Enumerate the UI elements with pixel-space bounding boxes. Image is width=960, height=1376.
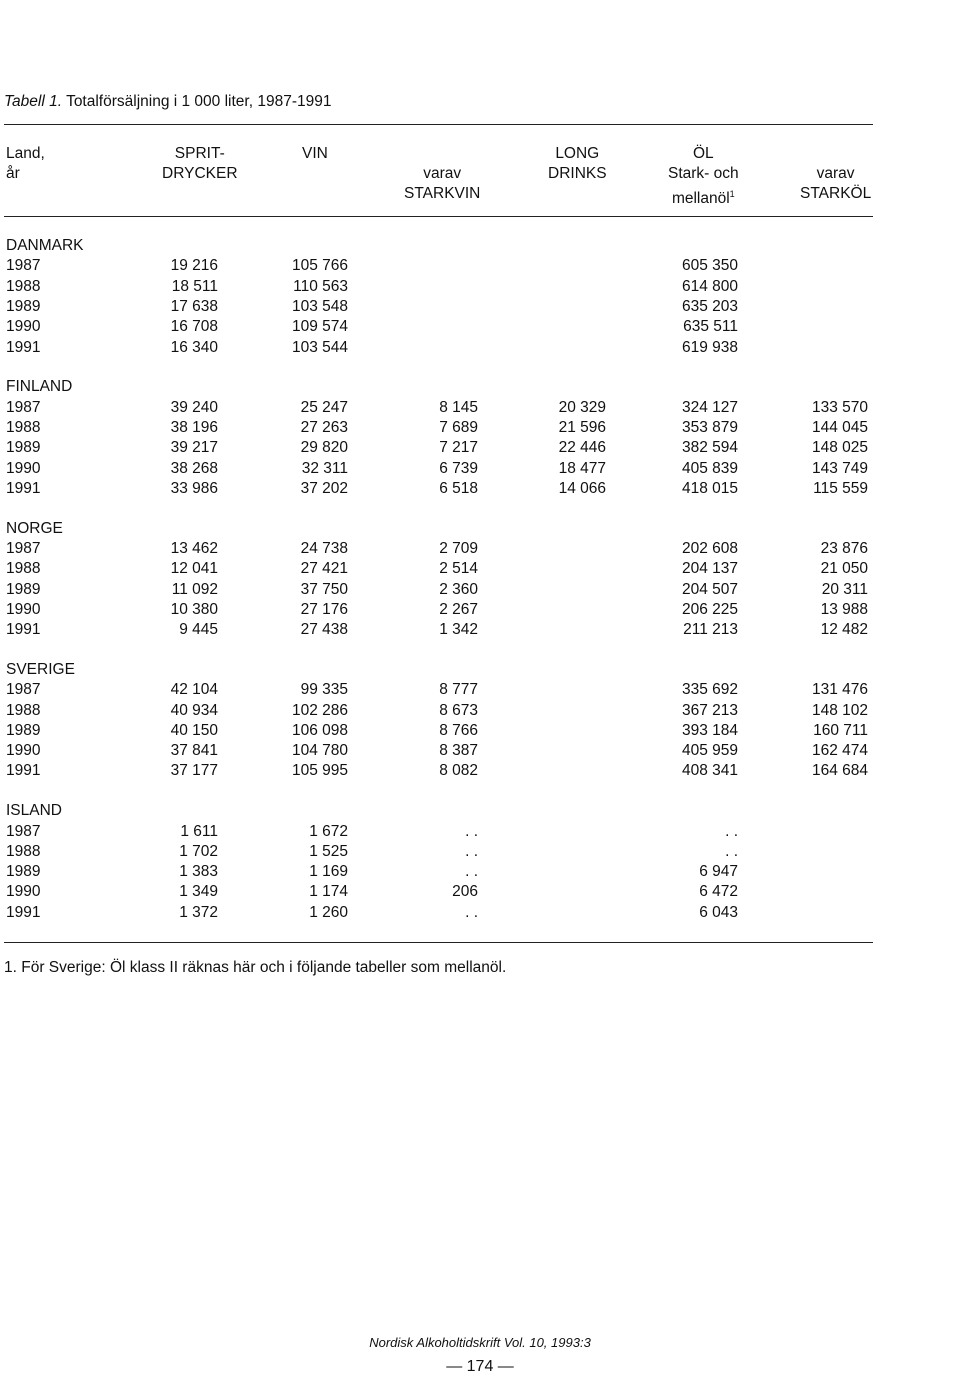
ol-cell: 405 839 <box>681 459 738 477</box>
ol-cell: 6 043 <box>699 903 738 921</box>
table-row <box>0 761 960 781</box>
footnote: 1. För Sverige: Öl klass II räknas här och i följande tabeller som mellanöl. <box>4 959 507 976</box>
table-row <box>0 479 960 499</box>
vin-cell: 32 311 <box>301 459 348 477</box>
header-long-line2: DRINKS <box>548 165 607 182</box>
year-cell: 1990 <box>6 742 41 760</box>
country-heading: NORGE <box>6 519 63 537</box>
ol-cell: 408 341 <box>681 762 738 780</box>
table-row <box>0 600 960 620</box>
sprit-cell: 18 511 <box>171 277 218 295</box>
ol-cell: . . <box>725 822 738 840</box>
starkvin-cell: 8 082 <box>439 762 478 780</box>
starkvin-cell: 7 217 <box>439 439 478 457</box>
vin-cell: 102 286 <box>291 701 348 719</box>
ol-cell: 635 203 <box>681 297 738 315</box>
ol-cell: 353 879 <box>681 418 738 436</box>
year-cell: 1988 <box>6 842 41 860</box>
vin-cell: 104 780 <box>291 742 348 760</box>
sprit-cell: 1 372 <box>179 903 218 921</box>
sprit-cell: 1 611 <box>180 822 218 840</box>
ol-cell: 335 692 <box>681 681 738 699</box>
starkvin-cell: 8 777 <box>439 681 478 699</box>
table-row <box>0 277 960 297</box>
table-row <box>0 338 960 358</box>
vin-cell: 1 260 <box>309 903 348 921</box>
ol-cell: 211 213 <box>683 621 738 639</box>
table-row <box>0 580 960 600</box>
vin-cell: 109 574 <box>291 318 348 336</box>
ol-cell: 614 800 <box>681 277 738 295</box>
sprit-cell: 16 340 <box>170 338 218 356</box>
year-cell: 1991 <box>6 338 41 356</box>
starkvin-cell: 2 267 <box>439 600 478 618</box>
vin-cell: 110 563 <box>293 277 348 295</box>
sprit-cell: 19 216 <box>170 257 218 275</box>
header-ol-line3-text: mellanöl <box>671 190 730 207</box>
top-rule <box>4 124 873 125</box>
year-cell: 1989 <box>6 863 41 881</box>
ol-cell: 619 938 <box>681 338 738 356</box>
header-land-line1: Land, <box>6 145 45 162</box>
starkol-cell: 21 050 <box>820 560 868 578</box>
table-row <box>0 398 960 418</box>
table-row <box>0 438 960 458</box>
ol-cell: 635 511 <box>683 318 738 336</box>
vin-cell: 27 421 <box>300 560 348 578</box>
year-cell: 1987 <box>6 398 41 416</box>
sprit-cell: 42 104 <box>170 681 218 699</box>
header-rule <box>4 216 873 217</box>
bottom-rule <box>4 942 873 943</box>
ol-cell: 324 127 <box>681 398 738 416</box>
vin-cell: 37 750 <box>300 580 348 598</box>
table-row <box>0 297 960 317</box>
starkol-cell: 20 311 <box>821 580 868 598</box>
table-row <box>0 539 960 559</box>
starkol-cell: 148 102 <box>811 701 868 719</box>
footnote-mark: 1 <box>729 189 735 199</box>
vin-cell: 1 174 <box>309 883 348 901</box>
table-row <box>0 862 960 882</box>
table-row <box>0 903 960 923</box>
vin-cell: 25 247 <box>300 398 348 416</box>
starkvin-cell: 1 342 <box>439 621 478 639</box>
vin-cell: 27 176 <box>300 600 348 618</box>
vin-cell: 105 766 <box>291 257 348 275</box>
table-row <box>0 822 960 842</box>
long-cell: 20 329 <box>558 398 606 416</box>
year-cell: 1987 <box>6 257 41 275</box>
ol-cell: . . <box>725 842 738 860</box>
vin-cell: 105 995 <box>291 762 348 780</box>
starkvin-cell: 206 <box>452 883 478 901</box>
sprit-cell: 10 380 <box>170 600 218 618</box>
sprit-cell: 1 702 <box>179 842 218 860</box>
starkol-cell: 164 684 <box>811 762 868 780</box>
header-varav-starkvin-line2: STARKVIN <box>404 185 481 202</box>
ol-cell: 202 608 <box>681 539 738 557</box>
sprit-cell: 1 349 <box>179 883 218 901</box>
long-cell: 18 477 <box>558 459 606 477</box>
header-long-line1: LONG <box>555 145 600 162</box>
year-cell: 1990 <box>6 600 41 618</box>
table-row <box>0 842 960 862</box>
year-cell: 1988 <box>6 560 41 578</box>
ol-cell: 418 015 <box>681 479 738 497</box>
starkvin-cell: 8 145 <box>439 398 478 416</box>
table-row <box>0 559 960 579</box>
year-cell: 1991 <box>6 762 41 780</box>
ol-cell: 605 350 <box>681 257 738 275</box>
starkol-cell: 160 711 <box>813 721 868 739</box>
vin-cell: 37 202 <box>300 479 348 497</box>
ol-cell: 405 959 <box>681 742 738 760</box>
country-heading: FINLAND <box>6 378 73 396</box>
page-number: — 174 — <box>446 1358 514 1375</box>
sprit-cell: 40 150 <box>170 721 218 739</box>
sprit-cell: 37 177 <box>170 762 218 780</box>
year-cell: 1987 <box>6 681 41 699</box>
header-vin-line1: VIN <box>302 145 328 162</box>
starkvin-cell: 2 709 <box>439 539 478 557</box>
table-row <box>0 882 960 902</box>
sprit-cell: 9 445 <box>179 621 218 639</box>
sprit-cell: 37 841 <box>170 742 218 760</box>
year-cell: 1988 <box>6 277 41 295</box>
year-cell: 1987 <box>6 822 41 840</box>
header-ol-line1: ÖL <box>692 145 714 162</box>
starkvin-cell: 8 673 <box>439 701 478 719</box>
year-cell: 1990 <box>6 459 41 477</box>
starkol-cell: 144 045 <box>811 418 868 436</box>
long-cell: 21 596 <box>558 418 606 436</box>
starkol-cell: 143 749 <box>811 459 868 477</box>
journal-reference: Nordisk Alkoholtidskrift Vol. 10, 1993:3 <box>369 1335 591 1350</box>
vin-cell: 103 544 <box>291 338 348 356</box>
starkvin-cell: 7 689 <box>439 418 478 436</box>
table-row <box>0 317 960 337</box>
table-caption-text: Totalförsäljning i 1 000 liter, 1987-1991 <box>66 93 332 110</box>
starkol-cell: 23 876 <box>820 539 868 557</box>
table-row <box>0 701 960 721</box>
vin-cell: 99 335 <box>300 681 348 699</box>
vin-cell: 24 738 <box>300 539 348 557</box>
country-heading: DANMARK <box>6 237 84 254</box>
long-cell: 14 066 <box>558 479 606 497</box>
year-cell: 1987 <box>6 539 41 557</box>
table-row <box>0 418 960 438</box>
ol-cell: 367 213 <box>681 701 738 719</box>
header-long-drinks <box>548 144 607 184</box>
year-cell: 1988 <box>6 418 41 436</box>
header-varav-starkol-line2: STARKÖL <box>800 185 872 202</box>
header-sprit-line1: SPRIT- <box>174 145 225 162</box>
header-varav-starkol <box>800 164 871 204</box>
year-cell: 1991 <box>6 621 41 639</box>
sprit-cell: 39 217 <box>170 439 218 457</box>
header-ol-line3 <box>668 184 739 209</box>
vin-cell: 27 263 <box>300 418 348 436</box>
sprit-cell: 38 196 <box>170 418 218 436</box>
starkvin-cell: 2 514 <box>439 560 478 578</box>
year-cell: 1988 <box>6 701 41 719</box>
header-vin <box>302 144 328 164</box>
header-sprit <box>162 144 238 184</box>
header-land <box>6 144 45 184</box>
table-caption <box>4 93 331 111</box>
header-ol <box>668 144 739 209</box>
sprit-cell: 11 092 <box>171 580 218 598</box>
ol-cell: 382 594 <box>681 439 738 457</box>
year-cell: 1989 <box>6 721 41 739</box>
table-row <box>0 741 960 761</box>
year-cell: 1989 <box>6 580 41 598</box>
starkol-cell: 12 482 <box>820 621 868 639</box>
vin-cell: 103 548 <box>291 297 348 315</box>
header-ol-line2: Stark- och <box>668 165 739 182</box>
table-row <box>0 459 960 479</box>
starkvin-cell: 6 739 <box>439 459 478 477</box>
starkvin-cell: 8 766 <box>439 721 478 739</box>
starkvin-cell: . . <box>465 842 478 860</box>
starkol-cell: 162 474 <box>811 742 868 760</box>
vin-cell: 1 525 <box>309 842 348 860</box>
year-cell: 1989 <box>6 439 41 457</box>
sprit-cell: 1 383 <box>179 863 218 881</box>
ol-cell: 6 472 <box>699 883 738 901</box>
vin-cell: 1 169 <box>309 863 348 881</box>
vin-cell: 106 098 <box>291 721 348 739</box>
year-cell: 1990 <box>6 883 41 901</box>
header-land-line2: år <box>6 165 20 182</box>
table-row <box>0 620 960 640</box>
header-sprit-line2: DRYCKER <box>162 165 238 182</box>
vin-cell: 29 820 <box>300 439 348 457</box>
table-row <box>0 680 960 700</box>
starkvin-cell: . . <box>465 863 478 881</box>
table-row <box>0 721 960 741</box>
starkvin-cell: 2 360 <box>439 580 478 598</box>
table-caption-label: Tabell 1. <box>4 93 63 110</box>
year-cell: 1991 <box>6 479 41 497</box>
sprit-cell: 40 934 <box>170 701 218 719</box>
starkol-cell: 13 988 <box>820 600 868 618</box>
sprit-cell: 12 041 <box>170 560 218 578</box>
sprit-cell: 13 462 <box>170 539 218 557</box>
starkol-cell: 133 570 <box>811 398 868 416</box>
ol-cell: 6 947 <box>699 863 738 881</box>
vin-cell: 27 438 <box>300 621 348 639</box>
ol-cell: 206 225 <box>681 600 738 618</box>
starkol-cell: 131 476 <box>811 681 868 699</box>
sprit-cell: 38 268 <box>170 459 218 477</box>
country-heading: ISLAND <box>6 802 62 820</box>
starkvin-cell: . . <box>465 903 478 921</box>
year-cell: 1991 <box>6 903 41 921</box>
header-varav-starkvin <box>404 164 480 204</box>
sprit-cell: 33 986 <box>170 479 218 497</box>
header-varav-starkvin-line1: varav <box>423 165 462 182</box>
starkvin-cell: . . <box>465 822 478 840</box>
year-cell: 1989 <box>6 297 41 315</box>
long-cell: 22 446 <box>558 439 606 457</box>
ol-cell: 204 137 <box>681 560 738 578</box>
vin-cell: 1 672 <box>309 822 348 840</box>
ol-cell: 393 184 <box>681 721 738 739</box>
ol-cell: 204 507 <box>681 580 738 598</box>
starkol-cell: 115 559 <box>813 479 868 497</box>
starkol-cell: 148 025 <box>811 439 868 457</box>
sprit-cell: 17 638 <box>170 297 218 315</box>
table-row <box>0 256 960 276</box>
country-heading: SVERIGE <box>6 660 75 678</box>
sprit-cell: 39 240 <box>170 398 218 416</box>
starkvin-cell: 8 387 <box>439 742 478 760</box>
sprit-cell: 16 708 <box>170 318 218 336</box>
header-varav-starkol-line1: varav <box>816 165 855 182</box>
starkvin-cell: 6 518 <box>439 479 478 497</box>
year-cell: 1990 <box>6 318 41 336</box>
